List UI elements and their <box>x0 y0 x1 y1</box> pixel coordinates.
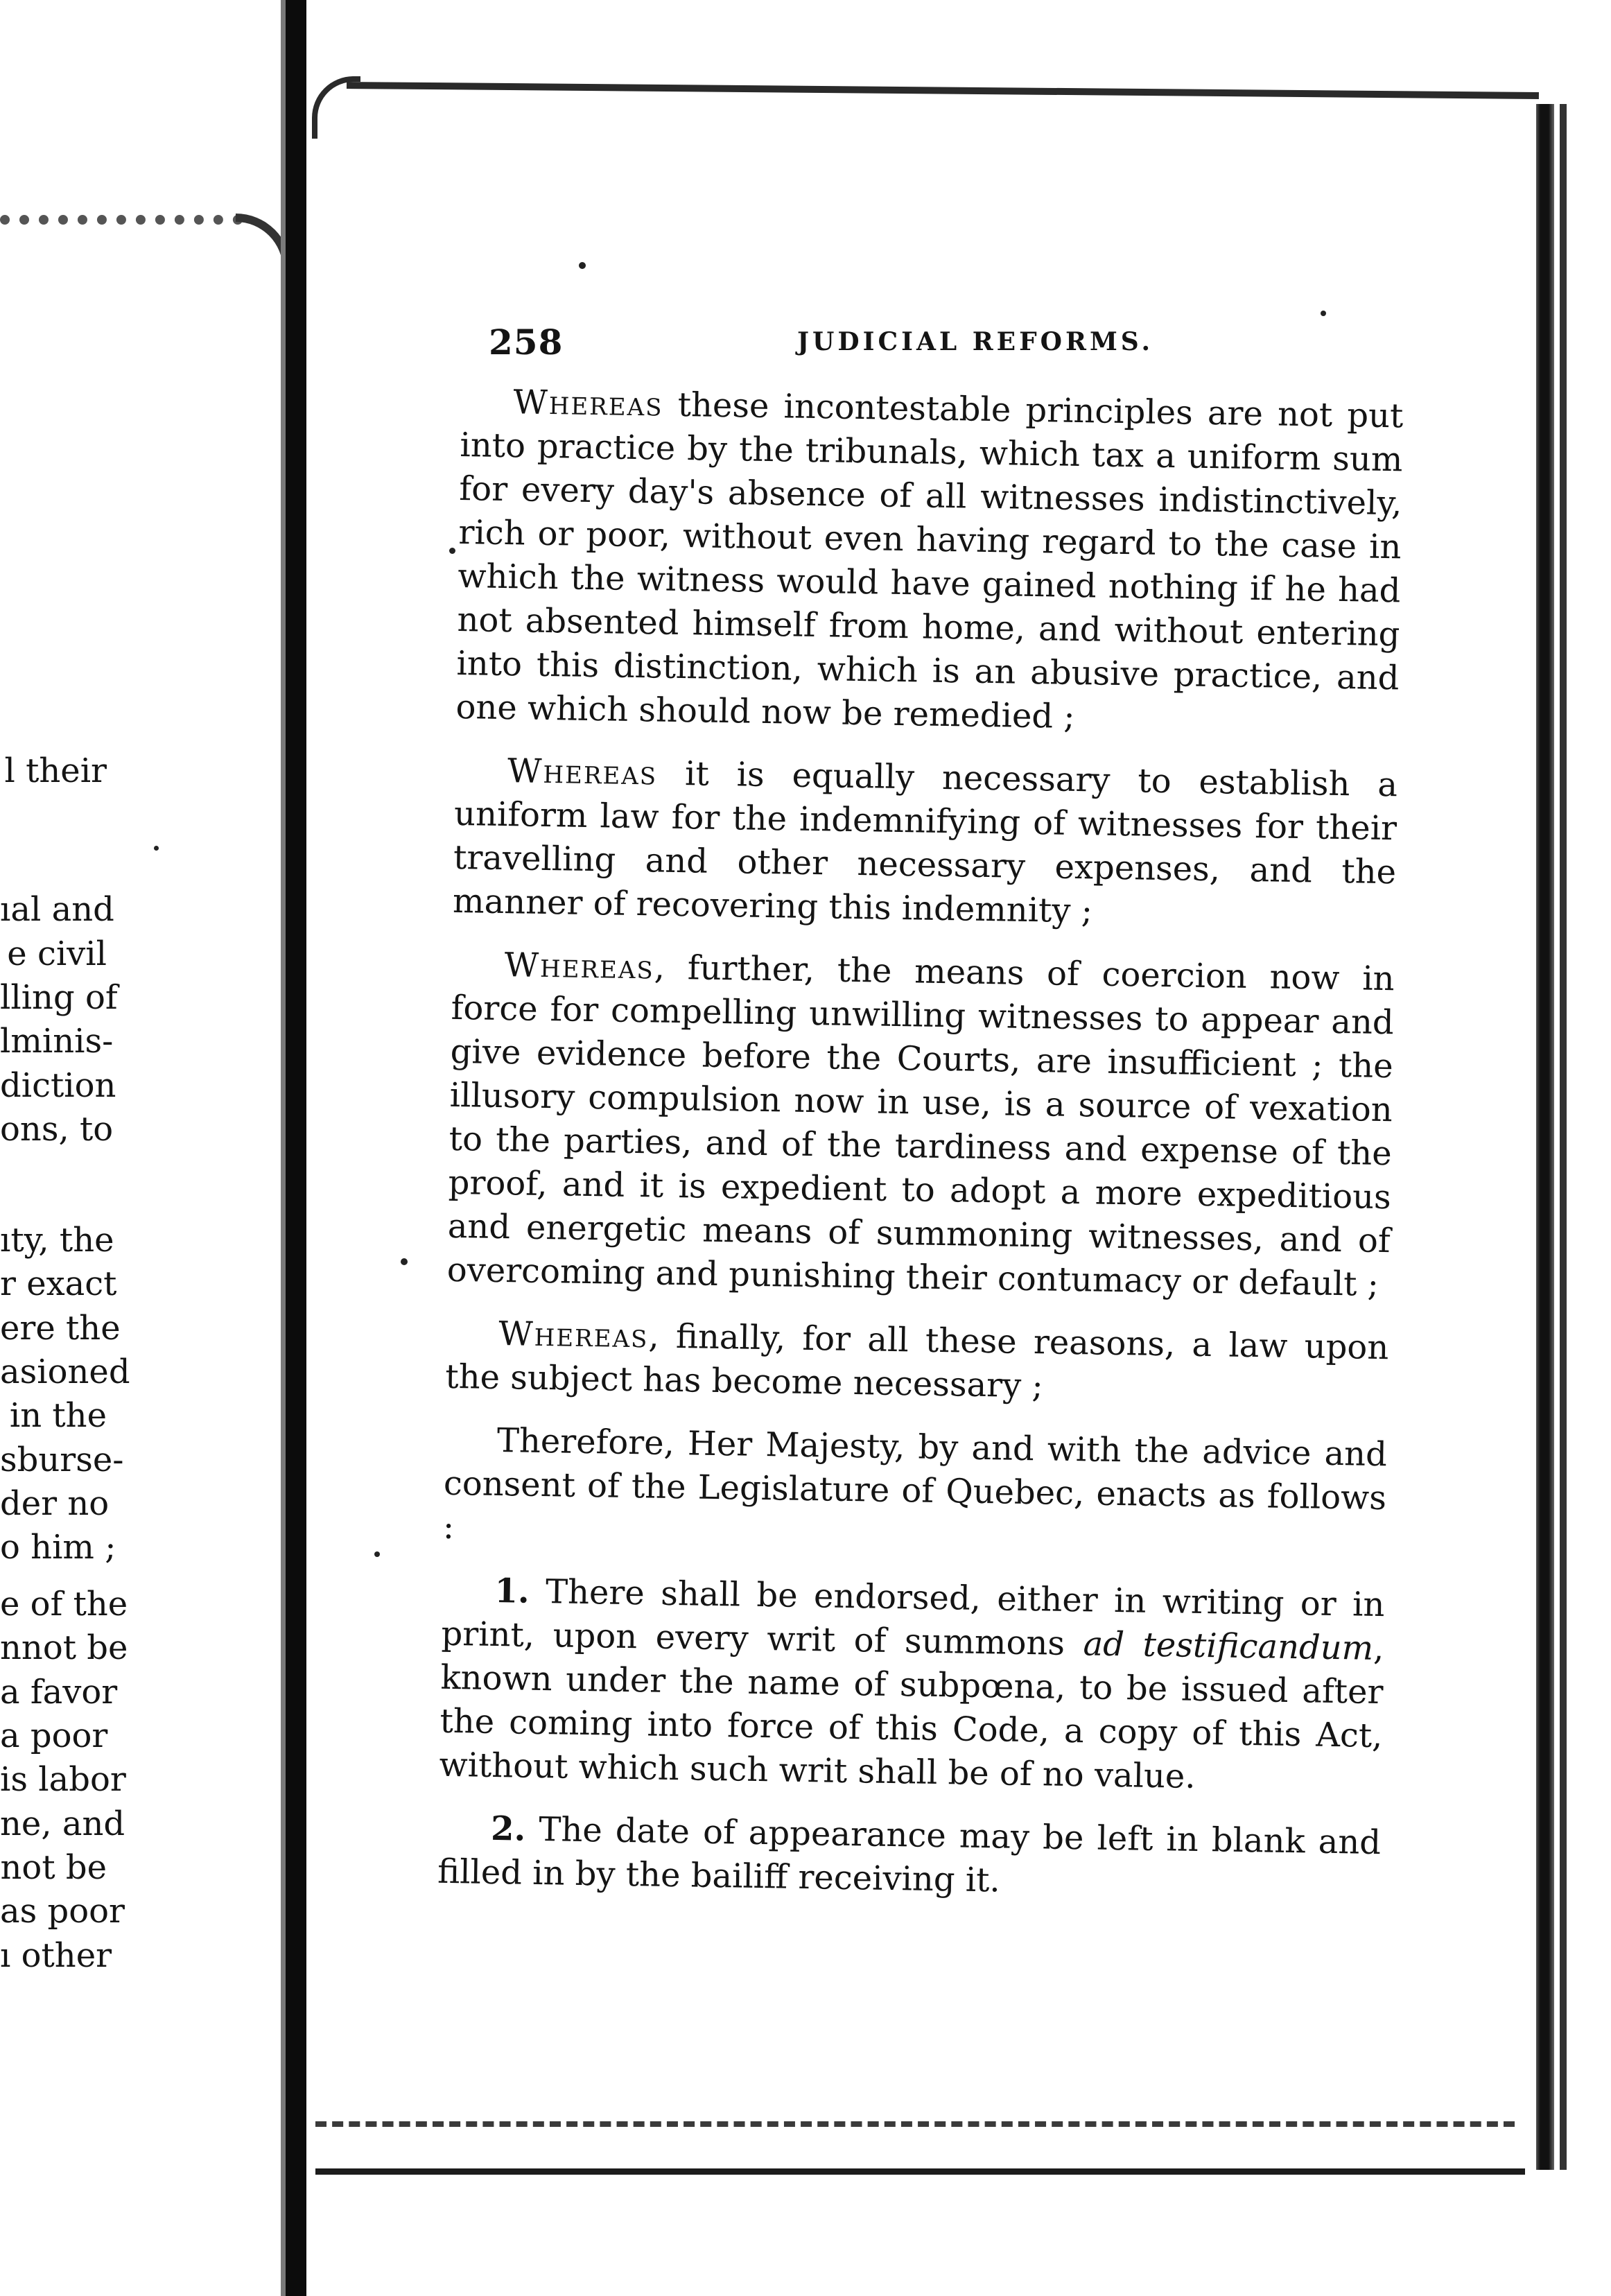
lead-word: Whereas <box>507 751 658 793</box>
previous-page-line: diction <box>0 1066 116 1105</box>
running-header <box>489 322 1390 363</box>
paragraph-whereas-3 <box>446 943 1395 1307</box>
body-text <box>437 380 1404 1928</box>
paragraph-text: it is equally necessary to establish a uniform law for the indemnifying of witnesses for their travelling and other necessary expenses, and the manner of recovering this indemnity ; <box>452 754 1398 931</box>
article-latin-term: ad testificandum <box>1083 1624 1374 1668</box>
previous-page-line: sburse- <box>0 1441 124 1479</box>
paragraph-whereas-1 <box>455 380 1404 744</box>
previous-page-line: ı other <box>0 1936 112 1975</box>
previous-page-line: e of the <box>0 1585 128 1624</box>
paragraph-whereas-2 <box>453 749 1398 938</box>
previous-page-line: a favor <box>0 1673 118 1712</box>
previous-page-line: in the <box>9 1396 107 1435</box>
previous-page-line: lling of <box>0 978 118 1017</box>
previous-page-line: ıty, the <box>0 1221 114 1260</box>
previous-page-line: der no <box>0 1484 110 1523</box>
previous-page-line: ne, and <box>0 1804 125 1843</box>
previous-page-line: is labor <box>0 1760 126 1799</box>
book-gutter <box>286 0 306 2296</box>
scan-speck <box>1321 311 1326 316</box>
page-bottom-edge <box>315 2168 1525 2175</box>
previous-page-line: ere the <box>0 1309 121 1348</box>
previous-page-line: as poor <box>0 1892 125 1931</box>
page-right-edge <box>1536 104 1554 2170</box>
running-title: JUDICIAL REFORMS. <box>797 327 1154 356</box>
previous-page-line: l their <box>4 751 107 790</box>
page-right-edge-shadow <box>1560 104 1567 2170</box>
paragraph-text: Therefore, Her Majesty, by and with the advice and consent of the Legislature of Quebec, enacts as follows : <box>442 1421 1388 1547</box>
scan-speck <box>579 262 586 269</box>
article-number: 1. <box>494 1571 530 1611</box>
previous-page-line: r exact <box>0 1264 117 1303</box>
paragraph-text: , further, the means of coercion now in force for compelling unwilling witnesses to appear and give evidence before the Courts, are insufficient ; the illusory compulsion now in use, is a source of vexation to the parties, and of the tardiness and expense of the proof, and it is expedient to adopt a more expeditious and energetic means of summoning witnesses, and of overcoming and punishing their contumacy or default ; <box>446 948 1395 1304</box>
previous-page-line: nnot be <box>0 1628 128 1667</box>
previous-page-line: ıal and <box>0 890 114 929</box>
article-1 <box>439 1569 1385 1802</box>
paragraph-text: , finally, for all these reasons, a law upon the subject has become necessary ; <box>444 1316 1389 1406</box>
article-text: There shall be endorsed, either in writing or in print, upon every writ of summons <box>441 1572 1385 1664</box>
scan-speck <box>449 548 455 554</box>
scan-speck <box>401 1258 408 1265</box>
previous-page-line: o him ; <box>0 1528 116 1567</box>
article-text: The date of appearance may be left in blank and filled in by the bailiff receiving it. <box>437 1809 1382 1900</box>
article-text-continued: , known under the name of subpœna, to be issued after the coming into force of this Code, a copy of this Act, without which such writ shall be of no value. <box>439 1628 1384 1796</box>
lead-word: Whereas <box>498 1314 649 1356</box>
lead-word: Whereas <box>513 383 663 424</box>
lead-word: Whereas <box>504 946 655 987</box>
paragraph-enacting-clause <box>443 1418 1388 1564</box>
article-number: 2. <box>490 1809 526 1849</box>
previous-page-top-rule <box>0 215 243 225</box>
previous-page-line: a poor <box>0 1716 108 1755</box>
scan-speck <box>374 1551 380 1557</box>
page-bottom-rule <box>315 2121 1515 2127</box>
previous-page-line: lminis- <box>0 1022 114 1061</box>
paragraph-whereas-4 <box>445 1312 1389 1414</box>
previous-page-line: asioned <box>0 1353 130 1391</box>
scan-speck <box>154 846 159 851</box>
previous-page-line: ons, to <box>0 1110 114 1149</box>
paragraph-text: these incontestable principles are not put into practice by the tribunals, which tax a uniform sum for every day's absence of all witnesses indistinctively, rich or poor, without even having regard to the case in which the witness would have gained nothing if he had not absented himself from home, and without entering into this distinction, which is an abusive practice, and one which should now be remedied ; <box>455 385 1404 736</box>
previous-page-line: e civil <box>7 934 107 973</box>
article-2 <box>437 1807 1382 1908</box>
page-number: 258 <box>489 322 564 363</box>
previous-page-line: not be <box>0 1848 107 1887</box>
